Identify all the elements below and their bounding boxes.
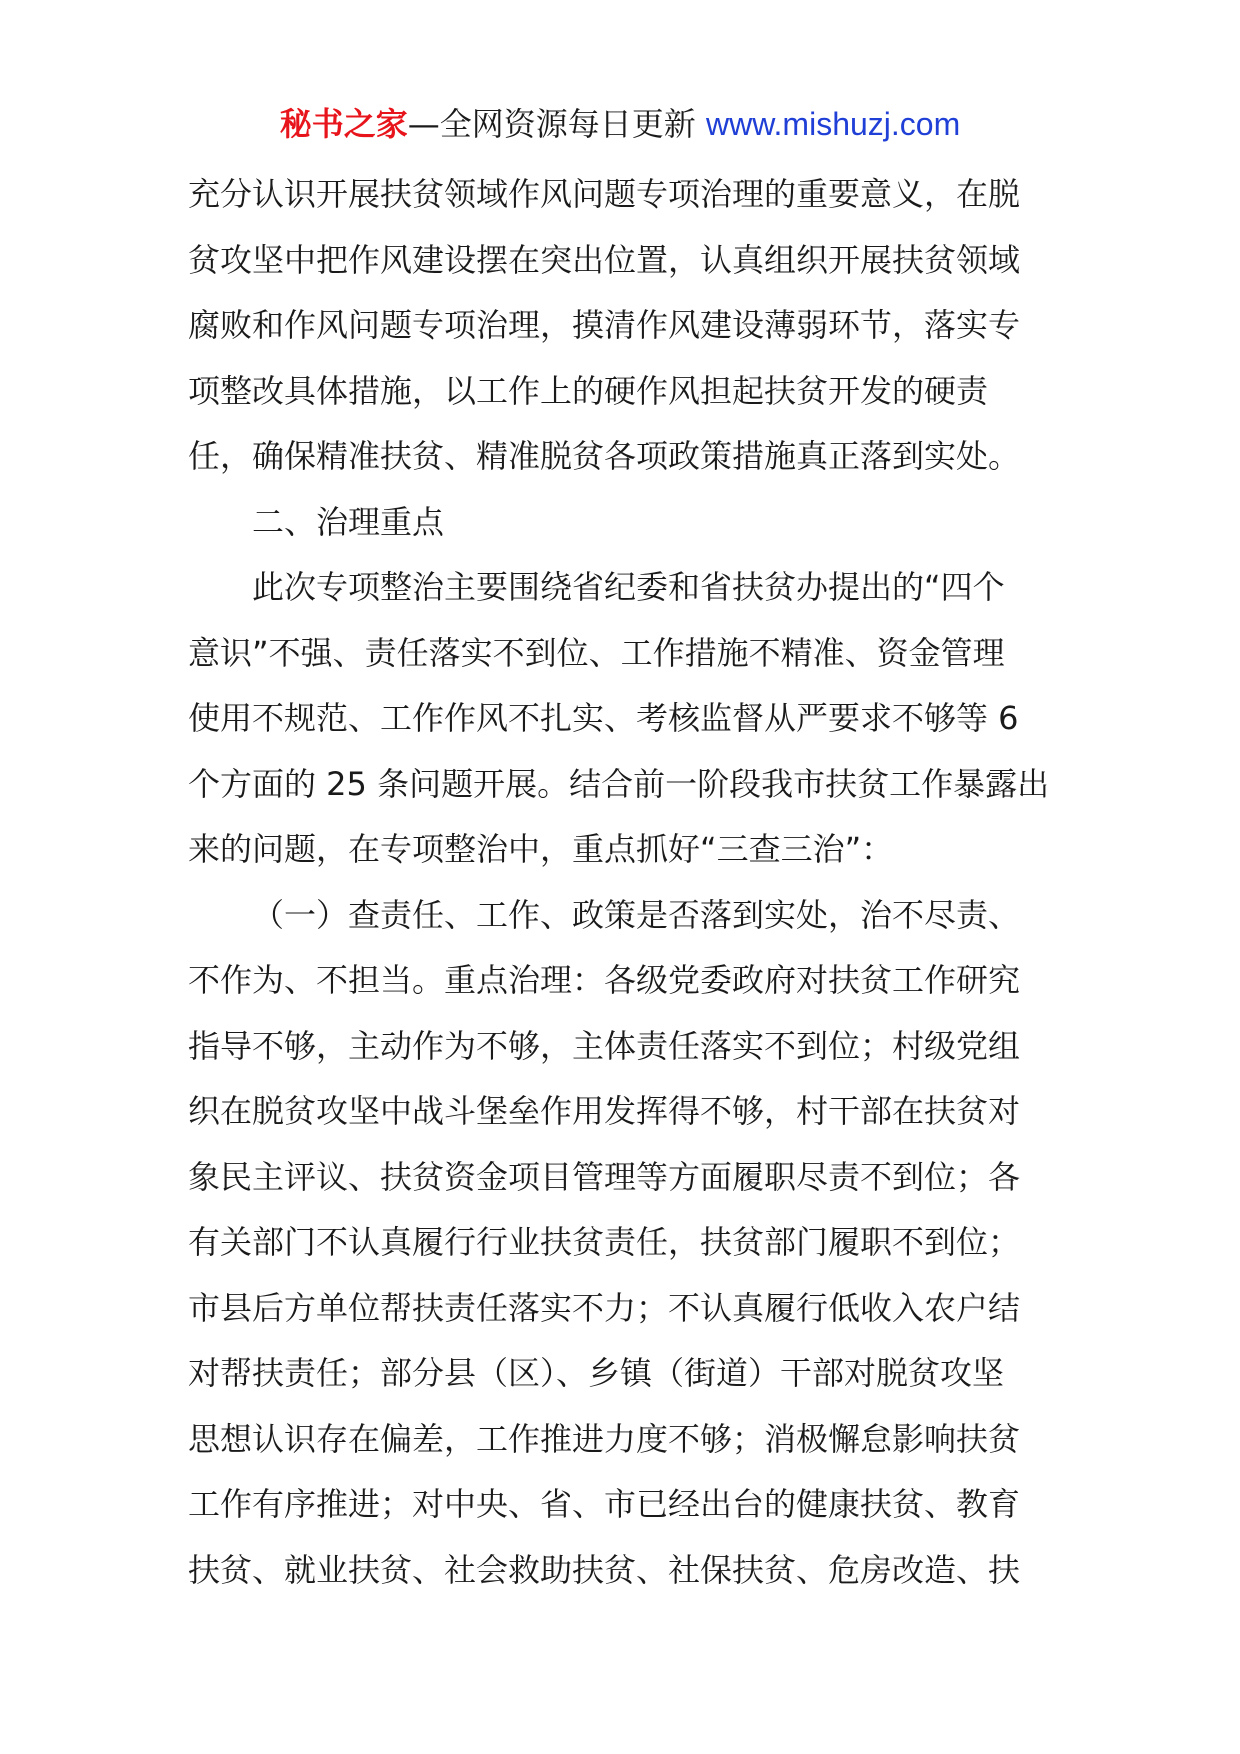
subsection-line: （一）查责任、工作、政策是否落到实处，治不尽责、 [252, 895, 1021, 934]
text-line: 工作有序推进；对中央、省、市已经出台的健康扶贫、教育 [188, 1485, 1021, 1523]
text-line: 对帮扶责任；部分县（区）、乡镇（街道）干部对脱贫攻坚 [188, 1354, 1005, 1392]
text-line: 充分认识开展扶贫领域作风问题专项治理的重要意义，在脱 [188, 175, 1021, 213]
text-line: 项整改具体措施，以工作上的硬作风担起扶贫开发的硬责 [188, 371, 989, 410]
text-line: 个方面的 25 条问题开展。结合前一阶段我市扶贫工作暴露出 [188, 764, 1050, 803]
brand-name: 秘书之家 [279, 105, 408, 143]
text-line: 此次专项整治主要围绕省纪委和省扶贫办提出的“四个 [252, 568, 1005, 606]
text-line: 市县后方单位帮扶责任落实不力；不认真履行低收入农户结 [188, 1288, 1021, 1327]
text-line: 使用不规范、工作作风不扎实、考核监督从严要求不够等 6 [188, 699, 1019, 737]
text-line: 思想认识存在偏差，工作推进力度不够；消极懈怠影响扶贫 [188, 1419, 1021, 1458]
section-heading: 二、治理重点 [252, 502, 445, 541]
header-tagline: —全网资源每日更新 [407, 105, 696, 143]
text-line: 象民主评议、扶贫资金项目管理等方面履职尽责不到位；各 [188, 1157, 1021, 1196]
text-line: 有关部门不认真履行行业扶贫责任，扶贫部门履职不到位； [188, 1223, 1021, 1261]
text-line: 扶贫、就业扶贫、社会救助扶贫、社保扶贫、危房改造、扶 [188, 1550, 1021, 1589]
text-line: 指导不够，主动作为不够，主体责任落实不到位；村级党组 [188, 1026, 1021, 1065]
text-line: 任，确保精准扶贫、精准脱贫各项政策措施真正落到实处。 [188, 437, 1021, 475]
page-header [0, 100, 1240, 148]
text-line: 腐败和作风问题专项治理，摸清作风建设薄弱环节，落实专 [188, 306, 1021, 344]
site-url-link[interactable]: www.mishuzj.com [705, 106, 961, 142]
text-line: 织在脱贫攻坚中战斗堡垒作用发挥得不够，村干部在扶贫对 [188, 1092, 1021, 1130]
text-line: 来的问题，在专项整治中，重点抓好“三查三治”： [188, 830, 894, 868]
document-body [188, 162, 1058, 1603]
text-line: 贫攻坚中把作风建设摆在突出位置，认真组织开展扶贫领域 [188, 240, 1021, 279]
text-line: 意识”不强、责任落实不到位、工作措施不精准、资金管理 [188, 633, 1005, 672]
text-line: 不作为、不担当。重点治理：各级党委政府对扶贫工作研究 [188, 961, 1021, 999]
